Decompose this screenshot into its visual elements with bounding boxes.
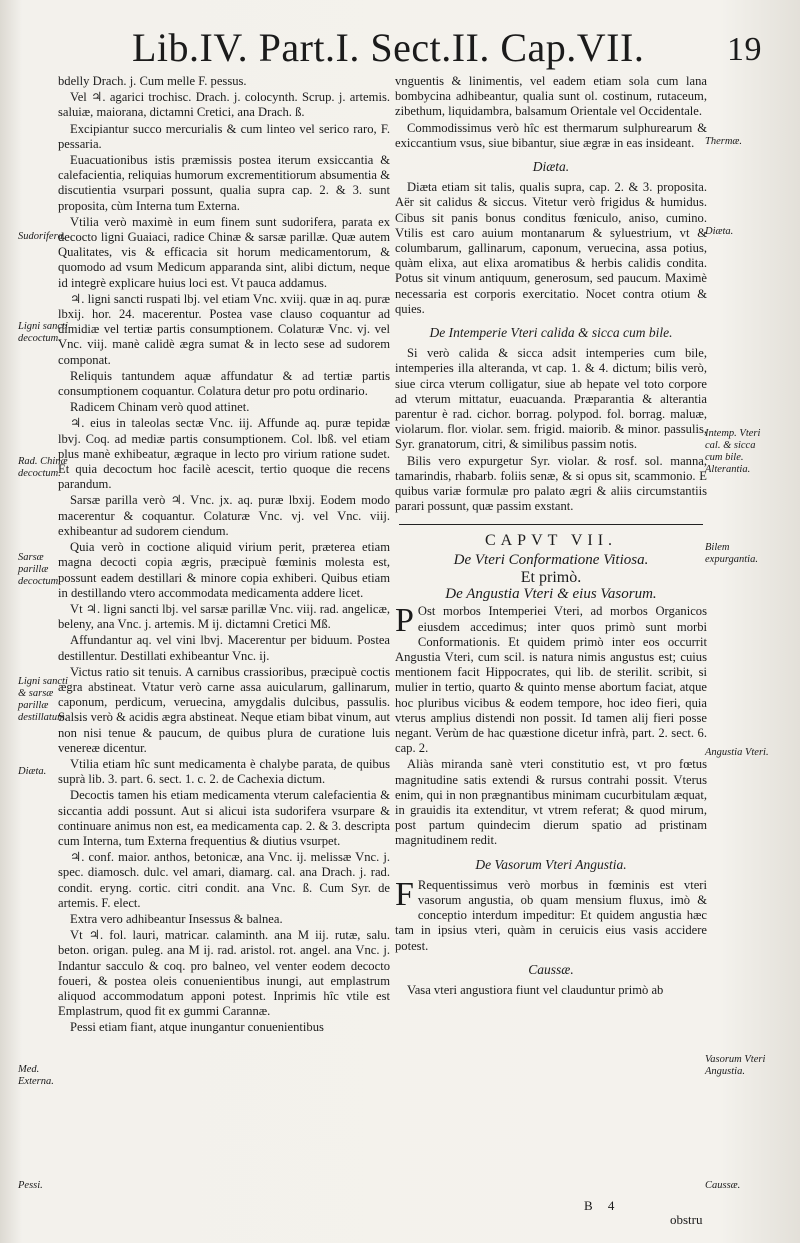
paragraph: Si verò calida & sicca adsit intemperies cum bile, intemperies illa alteranda, vt cap. 1. & 4. dictum; bilis verò, siue circa vterum colligatur, siue ab hepate vel toto corpore ad vterum mittatur, euacuanda. Præparantia & alterantia parentur è rad. cichor. borrag. polypod. fol. borrag. maluæ, violarum. flor. violar. sem. frigid. maiorib. & minor. passulis, Syr. granatorum, citri, & similibus passim notis. — [395, 346, 707, 452]
margin-note-pessi: Pessi. — [18, 1180, 43, 1191]
running-title: Lib.IV. Part.I. Sect.II. Cap.VII. — [132, 25, 645, 70]
margin-note-bilem: Bilem expurgantia. — [705, 542, 758, 565]
paragraph: Vel ♃. agarici trochisc. Drach. j. colocynth. Scrup. j. artemis. saluiæ, maiorana, dictamni Cretici, ana Drach. ß. — [58, 90, 390, 120]
paragraph: Diæta etiam sit talis, qualis supra, cap. 2. & 3. proposita. Aër sit calidus & siccus. Vitetur verò frigidus & humidus. Cibus sit panis bonus conditus fœniculo, aniso, cumino. Vtilis est caro auium montanarum & syluestrium, vt & columbarum, gallinarum, caponum, veruecina, assa potius, quàm elixa, aut elixa aromatibus & herbis calidis condita. Potus sit vinum antiquum, generosum, sed paucum. Maximè necessaria est corporis exercitatio. Nocet contra otium & quies. — [395, 180, 707, 316]
paragraph: Vt ♃. ligni sancti lbj. vel sarsæ parillæ Vnc. viij. rad. angelicæ, beleny, ana Vnc. j. artemis. M ij. dictamni Cretici Mß. — [58, 601, 390, 632]
signature-mark: B 4 — [584, 1198, 621, 1213]
margin-note-vasorum: Vasorum Vteri Angustia. — [705, 1054, 766, 1077]
margin-note-diaeta-left: Diæta. — [18, 766, 47, 777]
paragraph-text: Requentissimus verò morbus in fœminis est vteri vasorum angustia, ob quam mensium fluxus, imò & conceptio interdum impeditur: Et quidem angustia hæc tam in ipsius vteri, quàm in ceruicis eius vasis accidere potest. — [395, 877, 707, 953]
drop-cap: F — [395, 875, 414, 913]
page-number: 19 — [727, 31, 762, 68]
paragraph: Decoctis tamen his etiam medicamenta vterum calefacientia & siccantia addi possunt. Aut si alicui ista sudorifera vsurpare & continuare animus non est, ea medicamenta cap. 2. & 3. descripta cum Interna, tum Externa frequentius & diutius vsurpet. — [58, 788, 390, 848]
paragraph: ♃. conf. maior. anthos, betonicæ, ana Vnc. ij. melissæ Vnc. j. spec. diamosch. dulc. vel amari, diamarg. cal. ana Drach. j. rad. condit. eryng. cortic. citri condit. ana Vnc. ß. Cum Syr. de artemis. F. elect. — [58, 850, 390, 910]
paragraph: vnguentis & linimentis, vel eadem etiam sola cum lana bombycina adhibeantur, qualia sunt ol. costinum, rutaceum, zibethum, liquidambra, balsamum Orientale vel Occidentale. — [395, 74, 707, 119]
paragraph: Vtilia verò maximè in eum finem sunt sudorifera, parata ex decocto ligni Guaiaci, radice Chinæ & sarsæ parillæ. Quæ autem Qualitates, vis & efficacia sit horum medicamentorum, & quomodo ad vsum Medicum apparanda sint, alibi dictum, neque id integrè explicare huius loci est. Vt pauca addamus. — [58, 214, 390, 290]
chapter-title: CAPVT VII. — [484, 532, 618, 550]
paragraph: ♃. eius in taleolas sectæ Vnc. iij. Affunde aq. puræ tepidæ lbvj. Coq. ad mediæ partis consumptionem. Col. lbß. vel etiam plus manè exhibeatur, ægraque in lecto pro virium ratione sudet. Et quia decoctum hoc facilè acescit, tertio quoque die recens parandum. — [58, 416, 390, 492]
left-column — [58, 74, 390, 1037]
running-header — [110, 22, 790, 78]
paragraph-with-dropcap — [395, 875, 707, 954]
section-heading-intemperies: De Intemperie Vteri calida & sicca cum bile. — [429, 325, 673, 341]
paragraph: Reliquis tantundem aquæ affundatur & ad tertiæ partis consumptionem coquantur. Colatura detur pro potu ordinario. — [58, 368, 390, 399]
margin-note-sudorifera: Sudorifera. — [18, 231, 66, 242]
chapter-rule — [399, 524, 703, 525]
margin-note-china-decoctum: Rad. Chinæ decoctum. — [18, 456, 68, 479]
margin-note-intemperies: Intemp. Vteri cal. & sicca cum bile. Alterantia. — [705, 428, 761, 475]
page-footer — [578, 1192, 778, 1232]
catchword: obstru — [670, 1212, 703, 1227]
paragraph: Aliàs miranda sanè vteri constitutio est, vt pro fœtus magnitudine satis extendi & rursus contrahi possit. Vterus enim, qui in non prægnantibus minimam cucurbitulam æquat, in grauidis ita extenditur, vt vtrem referat; & quod mirum, post partum quindecim dierum spatio ad pristinam magnitudinem redit. — [395, 757, 707, 848]
margin-note-destillatum: Ligni sancti & sarsæ parillæ destillatum. — [18, 676, 68, 723]
paragraph: Affundantur aq. vel vini lbvj. Macerentur per biduum. Postea destillentur. Destillati exhibeantur Vnc. ij. — [58, 633, 390, 663]
paragraph: Euacuationibus istis præmissis postea iterum exsiccantia & calefacientia, reliquias humorum excrementitiorum absumentia & discutientia vsurpari possunt, qualia supra cap. 2. & 3. sunt proposita, cùm Interna tum Externa. — [58, 153, 390, 213]
margin-note-diaeta-right: Diæta. — [705, 226, 734, 237]
paragraph: Vtilia etiam hîc sunt medicamenta è chalybe parata, de quibus suprà lib. 3. part. 6. sect. 1. c. 2. de Cachexia dictum. — [58, 756, 390, 787]
section-heading-caussae: Caussæ. — [528, 961, 574, 977]
chapter-subtitle: De Vteri Conformatione Vitiosa. — [453, 551, 649, 568]
margin-note-med-externa: Med. Externa. — [18, 1064, 54, 1087]
paragraph: Extra vero adhibeantur Insessus & balnea. — [70, 911, 283, 926]
margin-note-thermae: Thermæ. — [705, 136, 743, 147]
right-column — [395, 74, 707, 999]
margin-note-caussae: Caussæ. — [705, 1180, 741, 1191]
paragraph: ♃. ligni sancti ruspati lbj. vel etiam Vnc. xviij. quæ in aq. puræ lbxij. hor. 24. macerentur. Postea vase clauso coquantur ad dimidiæ vel tertiæ partis consumptionem. Colaturæ Vnc. vj. vel Vnc. viij. manè calidè ægra sumat & in lecto sese ad sudorem componat. — [58, 291, 390, 367]
paragraph: Excipiantur succo mercurialis & cum linteo vel serico raro, F. pessaria. — [58, 121, 390, 151]
margin-note-sarsa-decoctum: Sarsæ parillæ decoctum. — [18, 552, 61, 587]
drop-cap: P — [395, 602, 414, 640]
paragraph: Sarsæ parilla verò ♃. Vnc. jx. aq. puræ lbxij. Eodem modo macerentur & coquantur. Colaturæ Vnc. vj. vel Vnc. viij. exhibeantur ad sudorem ciendum. — [58, 493, 390, 538]
margin-note-angustia: Angustia Vteri. — [705, 747, 769, 758]
margin-note-ligni-decoctum: Ligni sancti decoctum. — [18, 321, 68, 344]
paragraph: Commodissimus verò hîc est thermarum sulphurearum & exiccantium vsus, siue bibantur, siue ægræ in eas insideant. — [395, 120, 707, 150]
paragraph: Radicem Chinam verò quod attinet. — [70, 400, 250, 415]
paragraph: Bilis vero expurgetur Syr. violar. & rosf. sol. manna, tamarindis, rhabarb. foliis senæ, & si opus sit, scammonio. E quibus variæ formulæ pro palato ægri & aliis circumstantiis parari possunt, quæ passim exstant. — [395, 453, 707, 514]
paragraph-text: Ost morbos Intemperiei Vteri, ad morbos Organicos eiusdem accedimus; inter quos primò sunt morbi Conformationis. Et quidem primò inter eos occurrit Angustia Vteri, cum scil. is natura nimis angustus est; cuius mentionem facit Hippocrates, qui lib. de sterilit. scribit, si mulier in tertio, quarto & quinto mense abortum faciat, atque hoc pluribus vicibus & eodem tempore, hoc ideo fieri, quia vterus amplius distendi non possit. Id tamen alij fieri posse negant. Verùm de hac quæstione dicetur infrà, part. 2. sect. 6. cap. 2. — [395, 604, 707, 756]
paragraph-with-dropcap — [395, 604, 707, 756]
paragraph: Pessi etiam fiant, atque inungantur conuenientibus — [70, 1020, 324, 1035]
section-heading-diaeta: Diæta. — [532, 159, 570, 175]
paragraph: Vt ♃. fol. lauri, matricar. calaminth. ana M iij. rutæ, salu. beton. origan. puleg. ana M ij. rad. aristol. rot. angel. ana Vnc. j. Indantur sacculo & coq. pro balneo, vel venter eodem decocto foueri, & postea oleis conuenientibus inungi, aut emplastrum aliquod accommodatum apponi potest. Inprimis hîc vtile est Emplastrum, quod fit ex gummi Carannæ. — [58, 928, 390, 1019]
paragraph: Vasa vteri angustiora fiunt vel clauduntur primò ab — [407, 982, 664, 997]
paragraph: Quia verò in coctione aliquid virium perit, præterea etiam magna decocti copia ægris, præcipuè fœminis molesta est, possunt eadem destillari & minore copia exhiberi. Quibus etiam in destillando vtero accommodata medicamenta addere licet. — [58, 540, 390, 600]
section-heading-angustia: De Angustia Vteri & eius Vasorum. — [445, 586, 657, 603]
chapter-subtitle-primo: Et primò. — [520, 568, 582, 586]
section-heading-vasorum: De Vasorum Vteri Angustia. — [475, 856, 627, 872]
paragraph: Victus ratio sit tenuis. A carnibus crassioribus, præcipuè coctis ægra abstineat. Vtatur verò carne assa auicularum, gallinarum, caponum, perdicum, veruecina, amygdalis dulcibus, passulis. Salsis verò & acidis ægra abstineat. Neque etiam bibat vinum, aut non nisi tenue & paucum, de quibus plura de curatione luis venereæ dicentur. — [58, 664, 390, 755]
paragraph: bdelly Drach. j. Cum melle F. pessus. — [58, 74, 247, 88]
